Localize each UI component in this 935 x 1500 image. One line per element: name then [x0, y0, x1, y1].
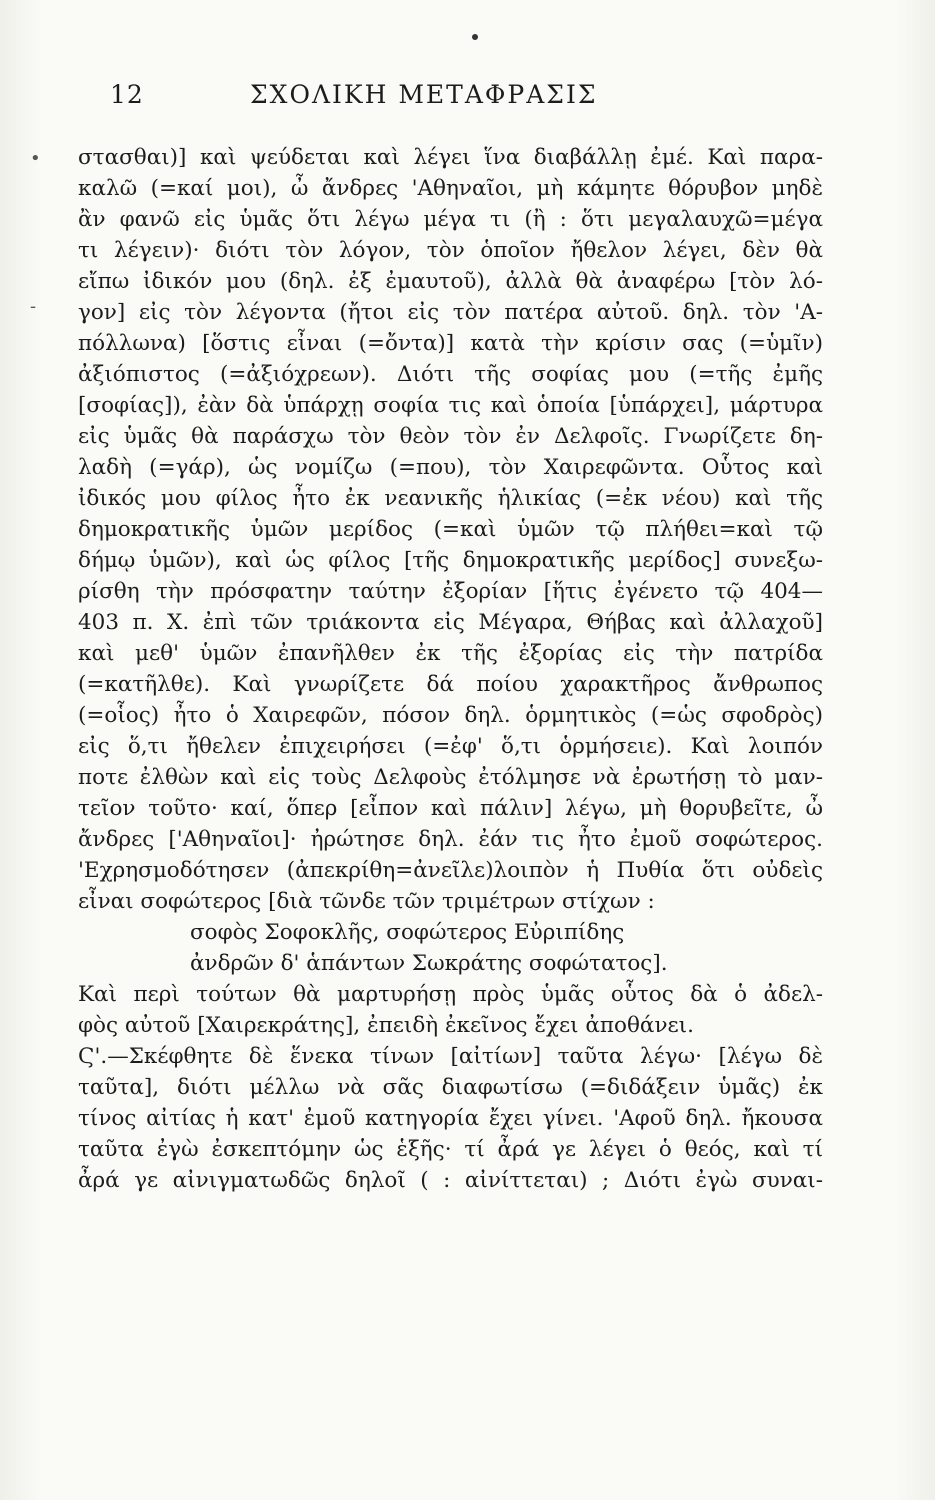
text-line: εἶναι σοφώτερος [διὰ τῶνδε τῶν τριμέτρων στίχων : [78, 889, 655, 914]
text-line: ταῦτα ἐγὼ ἐσκεπτόμην ὡς ἑξῆς· τί ἆρά γε λέγει ὁ θεός, καὶ τί [78, 1137, 823, 1162]
text-line: λαδὴ (=γάρ), ὡς νομίζω (=που), τὸν Χαιρεφῶντα. Οὗτος καὶ [78, 455, 823, 480]
text-line: [σοφίας]), ἐὰν δὰ ὑπάρχῃ σοφία τις καὶ ὁποία [ὑπάρχει], μάρτυρα [78, 393, 823, 418]
text-line: εἰς ὅ,τι ἤθελεν ἐπιχειρήσει (=ἐφ' ὅ,τι ὁρμήσειε). Καὶ λοιπόν [78, 734, 823, 759]
text-line: ταῦτα], διότι μέλλω νὰ σᾶς διαφωτίσω (=διδάξειν ὑμᾶς) ἐκ [78, 1075, 823, 1100]
margin-mark: - [30, 296, 37, 317]
text-line: ἆρά γε αἰνιγματωδῶς δηλοῖ ( : αἰνίττεται) ; Διότι ἐγὼ συναι- [78, 1168, 823, 1193]
text-line: δημοκρατικῆς ὑμῶν μερίδος (=καὶ ὑμῶν τῷ πλήθει=καὶ τῷ [78, 517, 823, 542]
verse-line: ἀνδρῶν δ' ἁπάντων Σωκράτης σοφώτατος]. [190, 951, 668, 976]
text-line: καὶ μεθ' ὑμῶν ἐπανῆλθεν ἐκ τῆς ἐξορίας εἰς τὴν πατρίδα [78, 641, 823, 666]
text-line: ἂν φανῶ εἰς ὑμᾶς ὅτι λέγω μέγα τι (ἢ : ὅτι μεγαλαυχῶ=μέγα [78, 207, 823, 232]
text-line: στασθαι)] καὶ ψεύδεται καὶ λέγει ἵνα διαβάλλῃ ἐμέ. Καὶ παρα- [78, 145, 823, 170]
text-line: Ϛ'.—Σκέφθητε δὲ ἕνεκα τίνων [αἰτίων] ταῦτα λέγω· [λέγω δὲ [78, 1044, 823, 1069]
text-line: εἰς ὑμᾶς θὰ παράσχω τὸν θεὸν τὸν ἐν Δελφοῖς. Γνωρίζετε δη- [78, 424, 823, 449]
text-line: ἄνδρες ['Αθηναῖοι]· ἠρώτησε δηλ. ἐάν τις ἦτο ἐμοῦ σοφώτερος. [78, 827, 823, 852]
running-head [110, 80, 830, 120]
text-line: Καὶ περὶ τούτων θὰ μαρτυρήσῃ πρὸς ὑμᾶς οὗτος δὰ ὁ ἀδελ- [78, 982, 823, 1007]
text-line: ἰδικός μου φίλος ἦτο ἐκ νεανικῆς ἡλικίας (=ἐκ νέου) καὶ τῆς [78, 486, 823, 511]
text-line: τεῖον τοῦτο· καί, ὅπερ [εἶπον καὶ πάλιν] λέγω, μὴ θορυβεῖτε, ὦ [78, 796, 823, 821]
body-text [78, 142, 823, 1196]
text-line: καλῶ (=καί μοι), ὦ ἄνδρες 'Αθηναῖοι, μὴ κάμητε θόρυβον μηδὲ [78, 176, 823, 201]
text-line: εἴπω ἰδικόν μου (δηλ. ἐξ ἐμαυτοῦ), ἀλλὰ θὰ ἀναφέρω [τὸν λό- [78, 269, 823, 294]
print-speck [472, 34, 478, 40]
text-line: ρίσθη τὴν πρόσφατην ταύτην ἐξορίαν [ἥτις ἐγένετο τῷ 404— [78, 579, 823, 604]
margin-mark: • [30, 148, 41, 169]
text-line: δήμῳ ὑμῶν), καὶ ὡς φίλος [τῆς δημοκρατικῆς μερίδος] συνεξω- [78, 548, 823, 573]
text-line: ποτε ἐλθὼν καὶ εἰς τοὺς Δελφοὺς ἐτόλμησε νὰ ἐρωτήσῃ τὸ μαν- [78, 765, 823, 790]
text-line: (=οἷος) ἦτο ὁ Χαιρεφῶν, πόσον δηλ. ὁρμητικὸς (=ὡς σφοδρὸς) [78, 703, 823, 728]
text-line: φὸς αὐτοῦ [Χαιρεκράτης], ἐπειδὴ ἐκεῖνος ἔχει ἀποθάνει. [78, 1013, 694, 1038]
verse-line: σοφὸς Σοφοκλῆς, σοφώτερος Εὐριπίδης [190, 920, 625, 945]
text-line: 403 π. Χ. ἐπὶ τῶν τριάκοντα εἰς Μέγαρα, Θήβας καὶ ἀλλαχοῦ] [78, 610, 823, 635]
text-line: 'Εχρησμοδότησεν (ἀπεκρίθη=ἀνεῖλε)λοιπὸν ἡ Πυθία ὅτι οὐδεὶς [78, 858, 823, 883]
text-line: γον] εἰς τὸν λέγοντα (ἤτοι εἰς τὸν πατέρα αὐτοῦ. δηλ. τὸν 'Α- [78, 300, 823, 325]
text-line: τίνος αἰτίας ἡ κατ' ἐμοῦ κατηγορία ἔχει γίνει. 'Αφοῦ δηλ. ἤκουσα [78, 1106, 823, 1131]
text-line: τι λέγειν)· διότι τὸν λόγον, τὸν ὁποῖον ἤθελον λέγει, δὲν θὰ [78, 238, 823, 263]
text-line: (=κατῆλθε). Καὶ γνωρίζετε δά ποίου χαρακτῆρος ἄνθρωπος [78, 672, 823, 697]
page-number: 12 [110, 80, 144, 109]
text-line: ἀξιόπιστος (=ἀξιόχρεων). Διότι τῆς σοφίας μου (=τῆς ἐμῆς [78, 362, 823, 387]
page-title: ΣΧΟΛΙΚΗ ΜΕΤΑΦΡΑΣΙΣ [250, 80, 598, 109]
text-line: πόλλωνα) [ὅστις εἶναι (=ὄντα)] κατὰ τὴν κρίσιν σας (=ὑμῖν) [78, 331, 823, 356]
